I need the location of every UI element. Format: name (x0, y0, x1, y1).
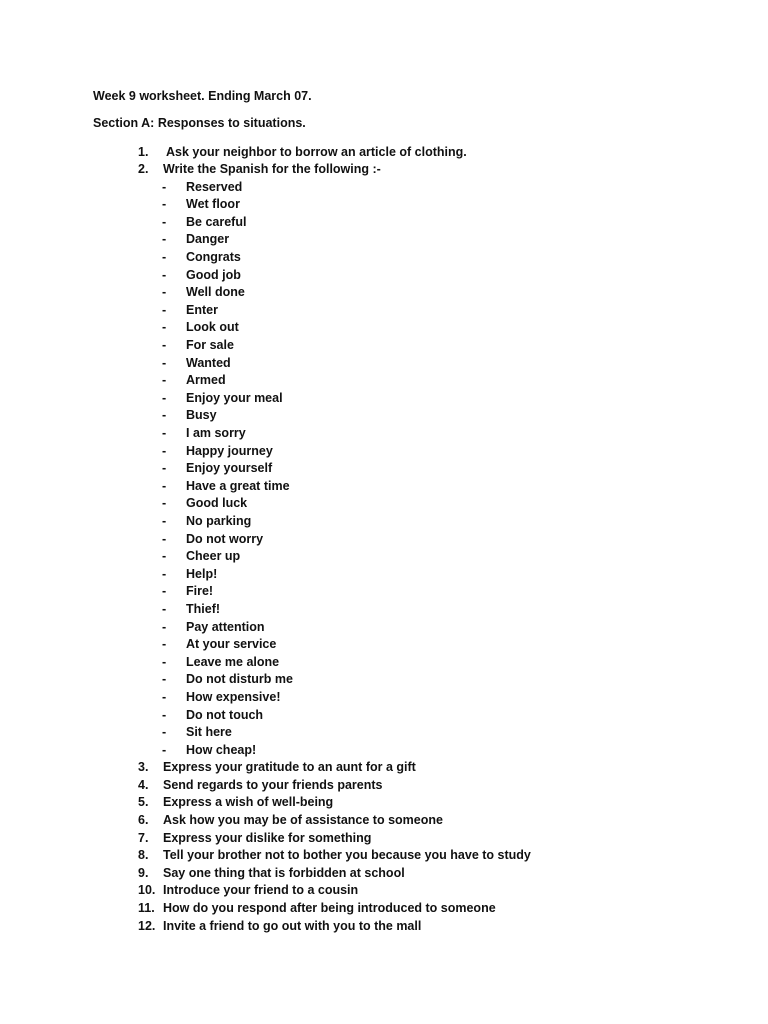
item-number: 11. (138, 901, 155, 916)
numbered-item (0, 794, 768, 812)
sub-item (0, 478, 768, 496)
sub-item-text: Do not touch (186, 707, 264, 722)
sub-item (0, 724, 768, 742)
dash-bullet: - (162, 285, 167, 300)
sub-item (0, 707, 768, 725)
sub-item (0, 284, 768, 302)
item-number: 6. (138, 813, 149, 828)
sub-item (0, 337, 768, 355)
dash-bullet: - (162, 320, 167, 335)
numbered-item (0, 900, 768, 918)
dash-bullet: - (162, 637, 167, 652)
question-list (0, 144, 768, 936)
item-number: 12. (138, 918, 156, 933)
sub-item (0, 671, 768, 689)
sub-item-text: Leave me alone (186, 654, 280, 669)
dash-bullet: - (162, 373, 167, 388)
sub-item (0, 214, 768, 232)
sub-item-text: Enjoy your meal (186, 390, 283, 405)
sub-item-text: For sale (186, 338, 234, 353)
sub-item (0, 601, 768, 619)
sub-item (0, 179, 768, 197)
numbered-item (0, 882, 768, 900)
dash-bullet: - (162, 549, 167, 564)
numbered-item (0, 830, 768, 848)
sub-item-text: How cheap! (186, 742, 257, 757)
sub-item-text: Armed (186, 373, 226, 388)
sub-item-text: Be careful (186, 214, 247, 229)
dash-bullet: - (162, 461, 167, 476)
sub-item-text: Happy journey (186, 443, 273, 458)
dash-bullet: - (162, 478, 167, 493)
sub-item (0, 583, 768, 601)
dash-bullet: - (162, 672, 167, 687)
dash-bullet: - (162, 513, 167, 528)
item-number: 8. (138, 848, 149, 863)
item-number: 1. (138, 144, 149, 159)
item-text: Write the Spanish for the following :- (163, 162, 381, 177)
sub-item (0, 425, 768, 443)
sub-item (0, 249, 768, 267)
dash-bullet: - (162, 443, 167, 458)
sub-item-text: Pay attention (186, 619, 265, 634)
item-text: Express a wish of well-being (163, 795, 334, 810)
dash-bullet: - (162, 601, 167, 616)
sub-item (0, 460, 768, 478)
sub-item-text: Do not worry (186, 531, 264, 546)
sub-item-text: Good job (186, 267, 241, 282)
sub-item-text: Good luck (186, 496, 248, 511)
sub-item-text: Reserved (186, 179, 243, 194)
dash-bullet: - (162, 742, 167, 757)
sub-item-text: Sit here (186, 725, 232, 740)
worksheet-title: Week 9 worksheet. Ending March 07. (93, 89, 312, 103)
sub-item-text: Busy (186, 408, 217, 423)
numbered-item (0, 812, 768, 830)
sub-item (0, 513, 768, 531)
dash-bullet: - (162, 267, 167, 282)
item-text: Invite a friend to go out with you to the mall (163, 918, 422, 933)
sub-item (0, 407, 768, 425)
item-text: Say one thing that is forbidden at school (163, 865, 405, 880)
sub-item-text: Help! (186, 566, 218, 581)
dash-bullet: - (162, 179, 167, 194)
dash-bullet: - (162, 566, 167, 581)
item-text: How do you respond after being introduced to someone (163, 901, 496, 916)
item-text: Introduce your friend to a cousin (163, 883, 359, 898)
sub-item-text: Danger (186, 232, 230, 247)
sub-item-text: Wanted (186, 355, 231, 370)
sub-item-text: At your service (186, 637, 277, 652)
sub-item-text: Well done (186, 285, 245, 300)
dash-bullet: - (162, 689, 167, 704)
sub-item (0, 372, 768, 390)
numbered-item (0, 847, 768, 865)
sub-item (0, 231, 768, 249)
sub-item-text: Wet floor (186, 197, 240, 212)
item-text: Send regards to your friends parents (163, 777, 383, 792)
numbered-item (0, 777, 768, 795)
dash-bullet: - (162, 214, 167, 229)
dash-bullet: - (162, 302, 167, 317)
dash-bullet: - (162, 426, 167, 440)
dash-bullet: - (162, 654, 167, 669)
sub-item (0, 654, 768, 672)
sub-item (0, 495, 768, 513)
item-number: 3. (138, 760, 149, 775)
dash-bullet: - (162, 408, 167, 423)
sub-item (0, 689, 768, 707)
item-number: 10. (138, 883, 156, 898)
item-number: 4. (138, 777, 149, 792)
sub-item-text: Congrats (186, 250, 241, 265)
sub-item (0, 548, 768, 566)
dash-bullet: - (162, 232, 167, 247)
item-text: Ask how you may be of assistance to someone (163, 813, 443, 828)
sub-item (0, 742, 768, 760)
dash-bullet: - (162, 496, 167, 511)
dash-bullet: - (162, 338, 167, 353)
sub-item-text: How expensive! (186, 689, 281, 704)
sub-item-text: Enter (186, 302, 218, 317)
sub-item (0, 267, 768, 285)
sub-item-text: Fire! (186, 584, 214, 599)
sub-item-text: Cheer up (186, 549, 241, 564)
dash-bullet: - (162, 390, 167, 405)
dash-bullet: - (162, 725, 167, 740)
sub-item-text: Do not disturb me (186, 672, 293, 687)
sub-item-text: Enjoy yourself (186, 461, 273, 476)
dash-bullet: - (162, 250, 167, 265)
item-number: 2. (138, 162, 149, 177)
dash-bullet: - (162, 707, 167, 722)
sub-item (0, 355, 768, 373)
item-text: Express your dislike for something (163, 830, 372, 845)
numbered-item (0, 144, 768, 162)
sub-item (0, 390, 768, 408)
sub-item (0, 319, 768, 337)
sub-item-text: No parking (186, 513, 252, 528)
item-text: Tell your brother not to bother you because you have to study (163, 848, 531, 863)
sub-item (0, 302, 768, 320)
sub-item (0, 636, 768, 654)
item-number: 5. (138, 795, 149, 810)
dash-bullet: - (162, 584, 167, 599)
sub-item (0, 619, 768, 637)
item-text: Express your gratitude to an aunt for a gift (163, 760, 416, 775)
item-text: Ask your neighbor to borrow an article of clothing. (163, 144, 467, 159)
sub-item (0, 443, 768, 461)
sub-item (0, 531, 768, 549)
sub-item-text: Look out (186, 320, 239, 335)
sub-item (0, 566, 768, 584)
dash-bullet: - (162, 619, 167, 634)
numbered-item (0, 161, 768, 179)
section-heading: Section A: Responses to situations. (93, 116, 306, 130)
numbered-item (0, 865, 768, 883)
sub-item-text: Thief! (186, 601, 221, 616)
sub-item-text: I am sorry (186, 426, 246, 440)
sub-item-text: Have a great time (186, 478, 290, 493)
numbered-item (0, 918, 768, 936)
dash-bullet: - (162, 531, 167, 546)
numbered-item (0, 759, 768, 777)
item-number: 7. (138, 830, 149, 845)
sub-item (0, 196, 768, 214)
item-number: 9. (138, 865, 149, 880)
dash-bullet: - (162, 197, 167, 212)
dash-bullet: - (162, 355, 167, 370)
